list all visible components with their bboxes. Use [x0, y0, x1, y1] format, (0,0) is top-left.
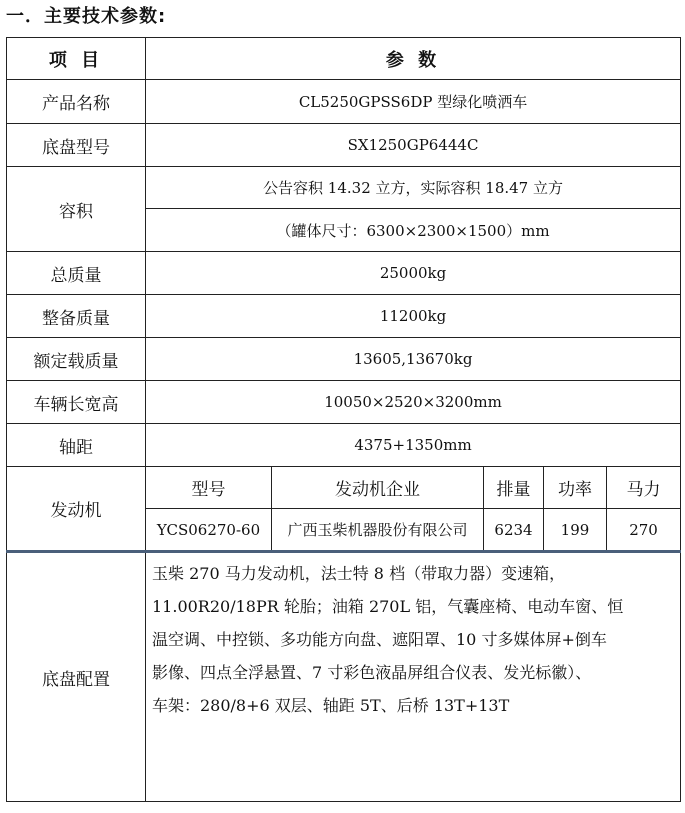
row-rated-load: [7, 338, 681, 381]
label-wheelbase: 轴距: [7, 424, 146, 467]
row-curb-mass: [7, 295, 681, 338]
value-chassis-config: [146, 552, 681, 802]
engine-header-power: 功率: [544, 467, 607, 509]
config-line: 车架：280/8+6 双层、轴距 5T、后桥 13T+13T: [152, 696, 510, 715]
value-chassis-model: SX1250GP6444C: [146, 124, 681, 167]
label-total-mass: 总质量: [7, 252, 146, 295]
label-product-name: 产品名称: [7, 80, 146, 124]
engine-value-model: YCS06270-60: [146, 509, 272, 552]
header-param: 参 数: [146, 38, 681, 80]
label-dimensions: 车辆长宽高: [7, 381, 146, 424]
row-chassis-model: [7, 124, 681, 167]
row-dimensions: [7, 381, 681, 424]
value-product-name: CL5250GPSS6DP 型绿化喷洒车: [146, 80, 681, 124]
row-wheelbase: [7, 424, 681, 467]
label-chassis-config: 底盘配置: [7, 552, 146, 802]
label-engine: 发动机: [7, 467, 146, 552]
engine-value-maker: 广西玉柴机器股份有限公司: [272, 509, 484, 552]
section-heading: 一．主要技术参数:: [6, 6, 167, 27]
row-engine-headers: [7, 467, 681, 509]
engine-header-maker: 发动机企业: [272, 467, 484, 509]
row-product-name: [7, 80, 681, 124]
value-rated-load: 13605,13670kg: [146, 338, 681, 381]
value-dimensions: 10050×2520×3200mm: [146, 381, 681, 424]
engine-header-displacement: 排量: [484, 467, 544, 509]
header-row: [7, 38, 681, 80]
spec-table: [6, 37, 681, 802]
row-total-mass: [7, 252, 681, 295]
value-volume-line1: 公告容积 14.32 立方，实际容积 18.47 立方: [146, 167, 681, 209]
value-volume-line2: （罐体尺寸：6300×2300×1500）mm: [146, 209, 681, 252]
label-curb-mass: 整备质量: [7, 295, 146, 338]
header-item: 项 目: [7, 38, 146, 80]
engine-value-power: 199: [544, 509, 607, 552]
row-volume-1: [7, 167, 681, 209]
engine-value-displacement: 6234: [484, 509, 544, 552]
engine-header-hp: 马力: [607, 467, 681, 509]
label-chassis-model: 底盘型号: [7, 124, 146, 167]
config-line: 11.00R20/18PR 轮胎；油箱 270L 铝，气囊座椅、电动车窗、恒: [152, 597, 624, 616]
config-line: 玉柴 270 马力发动机，法士特 8 档（带取力器）变速箱，: [152, 564, 566, 583]
row-chassis-config: [7, 552, 681, 802]
config-line: 温空调、中控锁、多功能方向盘、遮阳罩、10 寸多媒体屏+倒车: [152, 630, 607, 649]
value-curb-mass: 11200kg: [146, 295, 681, 338]
engine-header-model: 型号: [146, 467, 272, 509]
label-volume: 容积: [7, 167, 146, 252]
config-line: 影像、四点全浮悬置、7 寸彩色液晶屏组合仪表、发光标徽）、: [152, 663, 592, 682]
value-wheelbase: 4375+1350mm: [146, 424, 681, 467]
value-total-mass: 25000kg: [146, 252, 681, 295]
label-rated-load: 额定载质量: [7, 338, 146, 381]
engine-value-hp: 270: [607, 509, 681, 552]
